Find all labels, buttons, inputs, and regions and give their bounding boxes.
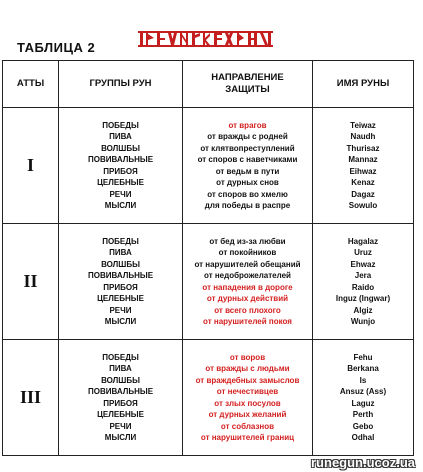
header-rune-name: ИМЯ РУНЫ <box>313 61 414 108</box>
watermark: runegun.ucoz.ua <box>311 455 415 470</box>
groups-cell <box>59 108 183 224</box>
protection-direction-item: от враждебных замыслов <box>195 375 300 385</box>
rune-name-item: Inguz (Ingwar) <box>335 294 391 303</box>
groups-cell <box>59 224 183 340</box>
protection-direction-item: от дурных снов <box>216 178 279 187</box>
header-groups: ГРУППЫ РУН <box>59 61 183 108</box>
rune-group-item: ВОЛШБЫ <box>101 259 140 269</box>
rune-name-item: Naudh <box>350 132 376 141</box>
rune-name-item: Ansuz (Ass) <box>339 387 387 396</box>
rune-group-item: ЦЕЛЕБНЫЕ <box>97 294 144 303</box>
directions-cell <box>183 224 313 340</box>
rune-group-item: ПИВА <box>109 248 132 257</box>
protection-direction-item: от нечестивцев <box>216 387 279 396</box>
protection-direction-item: от нарушителей обещаний <box>194 259 301 269</box>
rune-name-item: Teiwaz <box>350 120 376 130</box>
protection-direction-item: от соблазнов <box>220 421 275 431</box>
table-title: ТАБЛИЦА 2 <box>17 40 96 55</box>
protection-direction-item: от злых посулов <box>214 398 281 408</box>
rune-group-item: ПРИБОЯ <box>103 282 138 292</box>
rune-group-item: РЕЧИ <box>109 421 132 431</box>
runes-cell <box>313 224 414 340</box>
rune-group-item: ВОЛШБЫ <box>101 143 140 153</box>
table-row <box>3 108 414 224</box>
rune-name-item: Perth <box>352 410 374 419</box>
rune-group-item: МЫСЛИ <box>104 201 137 210</box>
runes-cell <box>313 108 414 224</box>
protection-direction-item: от ведьм в пути <box>215 166 280 176</box>
protection-direction-item: от нарушителей границ <box>200 433 295 442</box>
rune-name-item: Wunjo <box>350 317 376 326</box>
header-atty: АТТЫ <box>3 61 59 108</box>
rune-group-item: ПОВИВАЛЬНЫЕ <box>87 155 154 164</box>
protection-direction-item: от клятвопреступлений <box>200 143 295 153</box>
protection-direction-item: от споров во хмелю <box>207 189 288 199</box>
rune-name-item: Raido <box>351 282 375 292</box>
rune-name-item: Jera <box>354 271 372 280</box>
rune-name-item: Dagaz <box>351 189 375 199</box>
header-direction: НАПРАВЛЕНИЕ ЗАЩИТЫ <box>183 61 313 108</box>
protection-direction-item: от вражды с людьми <box>205 364 290 373</box>
rune-group-item: ПОВИВАЛЬНЫЕ <box>87 387 154 396</box>
table-row <box>3 340 414 456</box>
groups-cell <box>59 340 183 456</box>
rune-name-item: Hagalaz <box>347 236 379 246</box>
rune-name-item: Laguz <box>351 398 375 408</box>
protection-direction-item: от дурных желаний <box>208 410 287 419</box>
rune-group-item: РЕЧИ <box>109 305 132 315</box>
rune-group-item: ПИВА <box>109 132 132 141</box>
decorative-rune-banner <box>138 28 273 50</box>
protection-direction-item: от бед из-за любви <box>209 236 286 246</box>
runes-cell <box>313 340 414 456</box>
protection-direction-item: от недоброжелателей <box>204 271 291 280</box>
rune-group-item: ПОВИВАЛЬНЫЕ <box>87 271 154 280</box>
rune-name-item: Sowulo <box>348 201 378 210</box>
rune-name-item: Is <box>359 375 367 385</box>
protection-direction-item: от воров <box>229 352 266 362</box>
rune-name-item: Kenaz <box>351 178 375 187</box>
rune-group-item: ПРИБОЯ <box>103 398 138 408</box>
protection-direction-item: для победы в распре <box>204 201 291 210</box>
protection-direction-item: от дурных действий <box>206 294 289 303</box>
directions-cell <box>183 340 313 456</box>
rune-name-item: Fehu <box>353 352 373 362</box>
rune-name-item: Eihwaz <box>349 166 377 176</box>
protection-direction-item: от покойников <box>218 248 277 257</box>
protection-direction-item: от нарушителей покоя <box>203 317 292 326</box>
rune-name-item: Mannaz <box>348 155 378 164</box>
protection-direction-item: от вражды с родней <box>207 132 288 141</box>
rune-group-item: ВОЛШБЫ <box>101 375 140 385</box>
rune-name-item: Thurisaz <box>346 143 380 153</box>
rune-group-item: ПИВА <box>109 364 132 373</box>
rune-group-item: РЕЧИ <box>109 189 132 199</box>
rune-group-item: ЦЕЛЕБНЫЕ <box>97 178 144 187</box>
rune-group-item: ЦЕЛЕБНЫЕ <box>97 410 144 419</box>
rune-group-item: МЫСЛИ <box>104 317 137 326</box>
rune-name-item: Ehwaz <box>350 259 376 269</box>
rune-name-item: Odhal <box>351 433 375 442</box>
table-row <box>3 224 414 340</box>
atty-number: I <box>3 108 59 224</box>
directions-cell <box>183 108 313 224</box>
protection-direction-item: от нападения в дороге <box>202 282 293 292</box>
rune-group-item: ПОБЕДЫ <box>102 236 139 246</box>
protection-direction-item: от споров с наветчиками <box>197 155 298 164</box>
runes-table <box>2 60 414 456</box>
rune-group-item: ПОБЕДЫ <box>102 352 139 362</box>
rune-group-item: ПРИБОЯ <box>103 166 138 176</box>
protection-direction-item: от всего плохого <box>214 305 281 315</box>
rune-name-item: Algiz <box>353 305 373 315</box>
protection-direction-item: от врагов <box>228 120 267 130</box>
rune-name-item: Gebo <box>352 421 374 431</box>
rune-name-item: Berkana <box>347 364 379 373</box>
atty-number: II <box>3 224 59 340</box>
rune-group-item: ПОБЕДЫ <box>102 120 139 130</box>
rune-name-item: Uruz <box>354 248 372 257</box>
atty-number: III <box>3 340 59 456</box>
rune-group-item: МЫСЛИ <box>104 433 137 442</box>
